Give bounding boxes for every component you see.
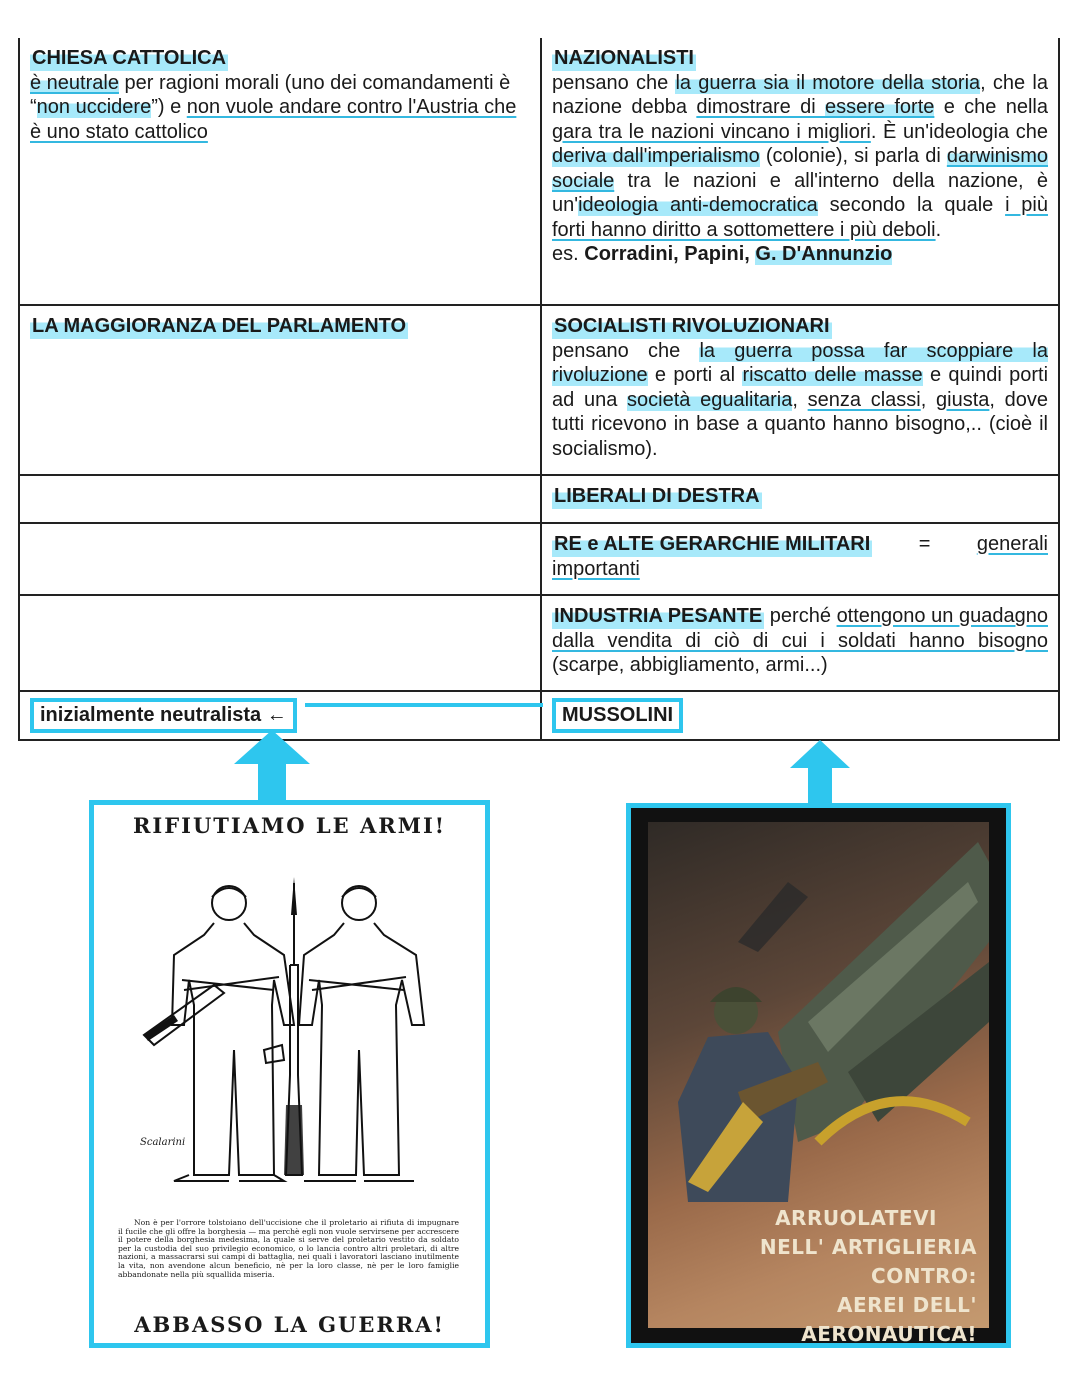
text-chiesa-cattolica: è neutrale per ragioni morali (uno dei comandamenti è “non uccidere”) e non vuole andare contro l'Austria che è uno stato cattolico — [30, 71, 517, 143]
table-row — [19, 38, 1059, 305]
cell-mussolini — [541, 691, 1059, 740]
arrow-up-icon — [234, 730, 310, 802]
heading-liberali-destra: LIBERALI DI DESTRA — [554, 485, 760, 507]
cell-maggioranza-parlamento — [19, 305, 541, 475]
heading-socialisti-rivoluzionari: SOCIALISTI RIVOLUZIONARI — [554, 315, 830, 337]
examples-nazionalisti: es. Corradini, Papini, G. D'Annunzio — [552, 243, 893, 265]
arrow-up-icon — [790, 740, 850, 806]
heading-chiesa-cattolica: CHIESA CATTOLICA — [32, 47, 227, 69]
cell-re-gerarchie-militari: RE e ALTE GERARCHIE MILITARI = generali importanti — [541, 523, 1059, 595]
text-socialisti-rivoluzionari: pensano che la guerra possa far scoppiare la rivoluzione e porti al riscatto delle masse e quindi porti ad una società egualitaria, senza classi, giusta, dove tutti ricevono in base a quanto hanno bisogno,.. (cioè il socialismo). — [552, 339, 1049, 460]
text-nazionalisti: pensano che la guerra sia il motore della storia, che la nazione debba dimostrare di essere forte e che nella gara tra le nazioni vincano i migliori. È un'ideologia che deriva dall'imperialismo (colonie), si parla di darwinismo sociale tra le nazioni e all'interno della nazione, è un'ideologia anti-democratica secondo la quale i più forti hanno diritto a sottomettere i più deboli. — [552, 71, 1048, 241]
table-row — [19, 305, 1059, 475]
soldiers-illustration — [134, 875, 454, 1205]
cell-empty — [19, 475, 541, 523]
poster-title: RIFIUTIAMO LE ARMI! — [132, 813, 447, 838]
heading-re-gerarchie-militari: RE e ALTE GERARCHIE MILITARI — [554, 533, 871, 555]
poster-artwork — [648, 822, 989, 1346]
table-row — [19, 523, 1059, 595]
heading-nazionalisti: NAZIONALISTI — [554, 47, 694, 69]
poster-rifiutiamo-le-armi — [89, 800, 490, 1348]
table-row — [19, 475, 1059, 523]
connector-line — [305, 703, 543, 707]
artillery-illustration — [648, 822, 989, 1202]
heading-maggioranza-parlamento: LA MAGGIORANZA DEL PARLAMENTO — [32, 315, 407, 337]
heading-industria-pesante: INDUSTRIA PESANTE — [554, 605, 763, 627]
poster-caption: Non è per l'orrore tolstoiano dell'uccisione che il proletario ai rifiuta di impugnare il fucile che gli offre la borghesia — ma perchè egli non vuole servirsene per accrescere il potere della borghesia medesima, la quale si serve del proletario vestito da soldato per la custodia del suo privilegio economico, o lo lancia contro altri proletari, di altre nazioni, a massacrarsi sui campi di battaglia, nei quali i lavoratori lasciano inutilmente la vita, non avendone alcun beneficio, nè per la loro classe, nè per le loro famiglie abbandonate nella più squallida miseria. — [118, 1218, 459, 1279]
cell-chiesa-cattolica — [19, 38, 541, 305]
cell-nazionalisti — [541, 38, 1059, 305]
poster-signature: Scalarini — [140, 1137, 186, 1148]
poster-arruolatevi — [626, 803, 1011, 1348]
cell-empty — [19, 595, 541, 691]
table-row — [19, 595, 1059, 691]
table-row — [19, 691, 1059, 740]
poster-footer: ABBASSO LA GUERRA! — [134, 1312, 445, 1337]
label-inizialmente-neutralista: inizialmente neutralista ← — [30, 698, 297, 733]
cell-industria-pesante: INDUSTRIA PESANTE perché ottengono un guadagno dalla vendita di ciò di cui i soldati hanno bisogno (scarpe, abbigliamento, armi...) — [541, 595, 1059, 691]
cell-liberali-destra — [541, 475, 1059, 523]
positions-table — [18, 38, 1060, 741]
poster-slogan: ARRUOLATEVI NELL' ARTIGLIERIA CONTRO: AEREI DELL' AERONAUTICA! — [759, 1206, 977, 1346]
label-mussolini: MUSSOLINI — [552, 698, 683, 733]
cell-empty — [19, 523, 541, 595]
cell-socialisti-rivoluzionari — [541, 305, 1059, 475]
